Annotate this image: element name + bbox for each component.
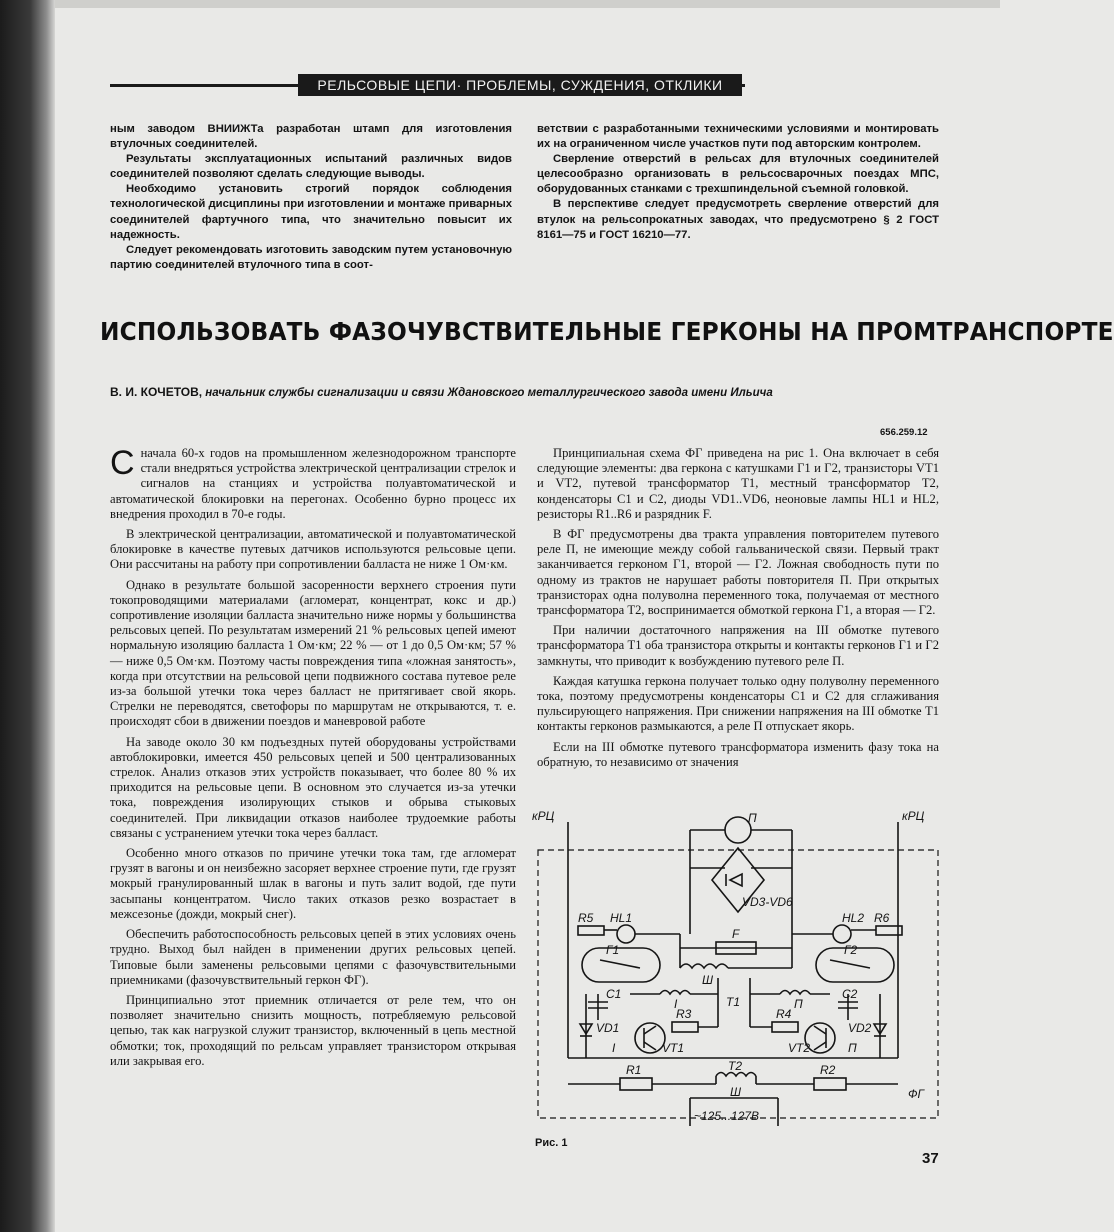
figure-caption: Рис. 1: [535, 1137, 568, 1149]
udc-code: 656.259.12: [880, 427, 928, 438]
paragraph: Обеспечить работоспособность рельсовых цепей в этих условиях очень трудно. Выход был найден в применении других рельсовых цепей. Типовые были заменены рельсовыми цепями с фазочувствительными приемниками (фазочувствительный геркон ФГ).: [110, 927, 516, 987]
paragraph: В ФГ предусмотрены два тракта управления повторителем путевого реле П, не имеющие между собой гальванической связи. Первый тракт заканчивается герконом Г1, второй — Г2. Ложная свободность пути по одному из трактов не нарушает работы повторителя П. При открытых транзисторах одна полуволна переменного тока, получаемая от местного трансформатора Т2, воспринимается обмоткой геркона Г1, а вторая — Г2.: [537, 527, 939, 618]
drop-cap: С: [110, 444, 135, 482]
label-r3: R3: [676, 1007, 692, 1021]
label-r1: R1: [626, 1063, 642, 1077]
prev-article-right-column: [537, 122, 939, 243]
section-header: РЕЛЬСОВЫЕ ЦЕПИ· ПРОБЛЕМЫ, СУЖДЕНИЯ, ОТКЛИКИ: [298, 74, 742, 96]
label-hl1: HL1: [610, 911, 633, 925]
label-krc-right: кРЦ: [902, 809, 925, 823]
label-w2: П: [794, 997, 803, 1011]
byline: [110, 385, 890, 399]
prev-article-left-column: [110, 122, 512, 273]
label-vt2: VT2: [788, 1041, 811, 1055]
label-hl2: HL2: [842, 911, 865, 925]
paragraph-text: начала 60-х годов на промышленном железнодорожном транспорте стали внедряться устройства электрической централизации стрелок и сигналов на станциях и устройства полуавтоматической и автоматической блокировки на перегонах. Особенно бурно процесс их внедрения проходил в 70-е годы.: [110, 446, 516, 521]
label-supply: ~125...127В: [694, 1109, 760, 1123]
paragraph: Необходимо установить строгий порядок соблюдения технологической дисциплины при изготовлении и монтаже приварных соединителей фартучного типа, что значительно повысит их надежность.: [110, 183, 512, 241]
paragraph: Если на III обмотке путевого трансформатора изменить фазу тока на обратную, то независимо от значения: [537, 739, 939, 769]
label-krc-left: кРЦ: [532, 809, 555, 823]
label-vd1: VD1: [596, 1021, 620, 1035]
paragraph: Однако в результате большой засоренности верхнего строения пути токопроводящими материалами (агломерат, концентрат, кокс и др.) сопротивление изоляции балласта значительно ниже нормы у большинства рельсовых цепей. По результатам измерений 21 % рельсовых цепей имеют нормальную изоляцию балласта 1 Ом·км; 22 % — от 1 до 0,5 Ом·км; 57 % — ниже 0,5 Ом·км. Поэтому часты повреждения типа «ложная занятость», когда при отсутствии на рельсовой цепи подвижного состава путевое реле из-за большой утечки тока через балласт не притягивает свой якорь. Стрелки не переводятся, светофоры по маршрутам не открываются, т. е. происходят сбои в движении поездов и маневровой работе: [110, 577, 516, 729]
label-w1: I: [674, 997, 678, 1011]
label-w3-bottom: Ш: [730, 1085, 742, 1099]
paragraph: В перспективе следует предусмотреть сверление отверстий для втулок на рельсопрокатных заводах, что предусмотрено § 2 ГОСТ 8161—75 и ГОСТ 16210—77.: [537, 198, 939, 241]
label-r5: R5: [578, 911, 594, 925]
label-t2: Т2: [728, 1059, 743, 1073]
label-f: F: [732, 927, 740, 941]
paragraph: [110, 446, 516, 522]
label-i-low: I: [612, 1041, 616, 1055]
paragraph: Сверление отверстий в рельсах для втулочных соединителей целесообразно организовать в рельсосварочных поездах МПС, оборудованных станками с трехшпиндельной съемной головкой.: [537, 153, 939, 196]
label-c2: С2: [842, 987, 858, 1001]
paragraph: Следует рекомендовать изготовить заводским путем установочную партию соединителей втулочного типа в соот-: [110, 243, 512, 271]
paragraph: Результаты эксплуатационных испытаний различных видов соединителей позволяют сделать следующие выводы.: [110, 153, 512, 181]
paragraph: Принципиально этот приемник отличается от реле тем, что он позволяет значительно снизить мощность, потребляемую рельсовой цепью, так как нагрузкой служит транзистор, включенный в цепь местной обмотки; ток, проходящий по рельсам управляет транзистором открывая или закрывая его.: [110, 992, 516, 1068]
paragraph: На заводе около 30 км подъездных путей оборудованы устройствами автоблокировки, имеется 450 рельсовых цепей и 500 централизованных стрелок. Анализ отказов этих устройств показывает, что более 80 % их приходится на рельсовые цепи. В основном это случается из-за утечки тока, повреждения изолирующих стыков и обрыва стыковых соединителей. При ликвидации отказов наиболее трудоемкие работы связаны с устранением утечки тока через балласт.: [110, 734, 516, 840]
article-title: ИСПОЛЬЗОВАТЬ ФАЗОЧУВСТВИТЕЛЬНЫЕ ГЕРКОНЫ НА ПРОМТРАНСПОРТЕ: [100, 317, 1114, 346]
label-g1: Г1: [606, 943, 620, 957]
label-diode-bridge: VD3-VD6: [742, 895, 793, 909]
paragraph: Каждая катушка геркона получает только одну полуволну переменного тока, поэтому предусмотрены конденсаторы С1 и С2 для сглаживания пульсирующего напряжения. При снижении напряжения на III обмотке Т1 контакты герконов размыкаются, а реле П отпускает якорь.: [537, 673, 939, 734]
label-r6: R6: [874, 911, 890, 925]
label-relay: П: [748, 811, 757, 825]
author-role: начальник службы сигнализации и связи Ждановского металлургического завода имени Ильича: [205, 387, 773, 399]
paragraph: ветствии с разработанными техническими условиями и монтировать их на ограниченном числе участков пути под авторским контролем.: [537, 123, 939, 151]
paragraph: При наличии достаточного напряжения на III обмотке путевого трансформатора Т1 оба транзистора открыты и контакты герконов Г1 и Г2 замкнуты, что приводит к возбуждению путевого реле П.: [537, 623, 939, 668]
page-number: 37: [922, 1150, 939, 1167]
paragraph: ным заводом ВНИИЖТа разработан штамп для изготовления втулочных соединителей.: [110, 123, 512, 151]
article-left-column: [110, 446, 516, 1074]
label-r4: R4: [776, 1007, 792, 1021]
label-g2: Г2: [844, 943, 858, 957]
page-top-edge: [55, 0, 1000, 8]
paragraph: Особенно много отказов по причине утечки тока там, где агломерат грузят в вагоны и он неизбежно засоряет верхнее строение пути, где грузят мокрый гранулированный шлак в вагоны и путь залит водой, где пути засыпаны концентратом. Число таких отказов резко возрастает в межсезонье (дожди, мокрый снег).: [110, 846, 516, 921]
paragraph: Принципиальная схема ФГ приведена на рис 1. Она включает в себя следующие элементы: два геркона с катушками Г1 и Г2, транзисторы VT1 и VT2, путевой трансформатор Т1, местный трансформатор Т2, конденсаторы С1 и С2, диоды VD1..VD6, неоновые лампы HL1 и HL2, резисторы R1..R6 и разрядник F.: [537, 446, 939, 521]
label-w3-top: Ш: [702, 973, 714, 987]
book-spine-shadow: [0, 0, 55, 1232]
label-ii-low: П: [848, 1041, 857, 1055]
paragraph: В электрической централизации, автоматической и полуавтоматической блокировке в качестве путевых датчиков используются рельсовые цепи. Они рассчитаны на работу при сопротивлении балласта не ниже 1 Ом·км.: [110, 527, 516, 572]
author-name: В. И. КОЧЕТОВ,: [110, 385, 203, 399]
label-vt1: VT1: [662, 1041, 685, 1055]
label-vd2: VD2: [848, 1021, 872, 1035]
label-t1: Т1: [726, 995, 741, 1009]
circuit-schematic: [530, 808, 950, 1138]
label-c1: С1: [606, 987, 622, 1001]
label-r2: R2: [820, 1063, 836, 1077]
label-fg: ФГ: [908, 1087, 925, 1101]
article-right-column: [537, 446, 939, 775]
